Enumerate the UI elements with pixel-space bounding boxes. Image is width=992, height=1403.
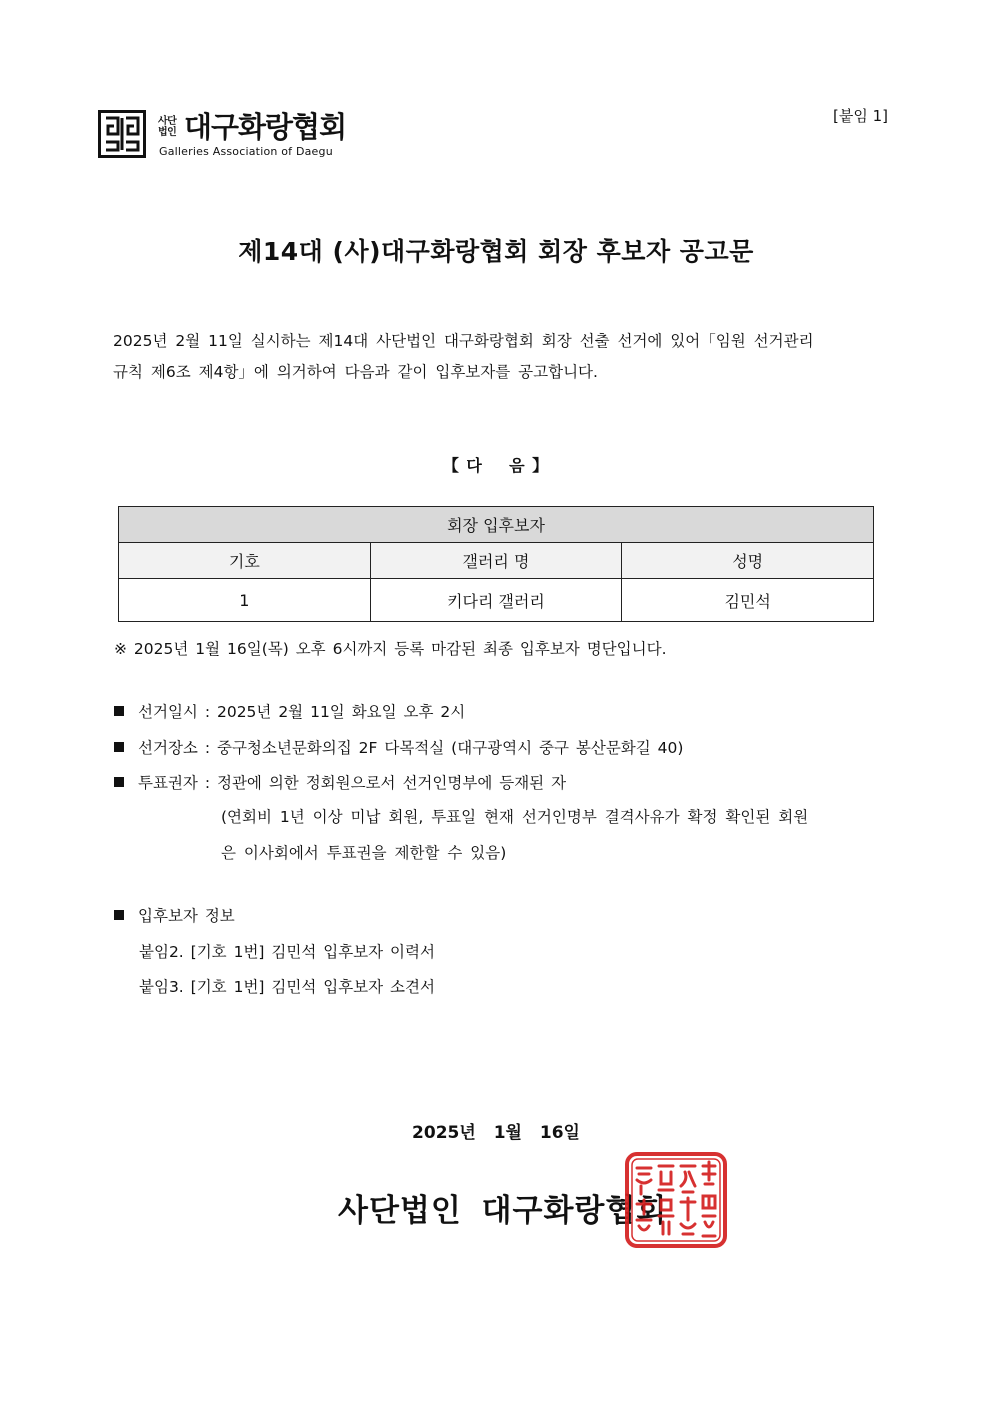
column-header-gallery: 갤러리 명 [370, 543, 622, 579]
cell-gallery: 키다리 갤러리 [370, 579, 622, 622]
organization-name: 사단법인 대구화랑협회 [338, 1193, 668, 1229]
voters-note-line-2: 은 이사회에서 투표권을 제한할 수 있음) [221, 844, 507, 862]
table-caption: 회장 입후보자 [119, 507, 874, 543]
election-place-item [114, 736, 683, 758]
election-date: 선거일시 : 2025년 2월 11일 화요일 오후 2시 [138, 703, 466, 721]
election-date-item [114, 700, 465, 722]
logo-small-line2: 법인 [158, 127, 177, 138]
table-row [119, 579, 874, 622]
document-date: 2025년 1월 16일 [412, 1123, 580, 1143]
voters-text: 투표권자 : 정관에 의한 정회원으로서 선거인명부에 등재된 자 [138, 774, 567, 792]
document-title: 제14대 (사)대구화랑협회 회장 후보자 공고문 [238, 237, 754, 266]
bullet-square-icon [114, 910, 124, 920]
candidate-info-heading-item [114, 904, 235, 926]
column-header-number: 기호 [119, 543, 371, 579]
table-note: ※ 2025년 1월 16일(목) 오후 6시까지 등록 마감된 최종 입후보자 명단입니다. [114, 640, 667, 658]
section-heading: 【 다 음 】 [442, 456, 550, 475]
cell-name: 김민석 [622, 579, 874, 622]
candidate-table [118, 506, 874, 622]
bullet-square-icon [114, 777, 124, 787]
attachment-item-3: 붙임3. [기호 1번] 김민석 입후보자 소견서 [139, 978, 435, 996]
official-seal-icon [623, 1150, 729, 1250]
candidate-info-heading: 입후보자 정보 [138, 907, 235, 925]
logo-small-text [158, 116, 176, 138]
attachment-item-2: 붙임2. [기호 1번] 김민석 입후보자 이력서 [139, 943, 435, 961]
cell-number: 1 [119, 579, 371, 622]
voters-item [114, 771, 566, 793]
intro-paragraph [113, 326, 883, 388]
logo-name: 대구화랑협회 [184, 110, 347, 144]
intro-line-1: 2025년 2월 11일 실시하는 제14대 사단법인 대구화랑협회 회장 선출 선거에 있어「임원 선거관리 [113, 332, 814, 350]
column-header-name: 성명 [622, 543, 874, 579]
logo-english-name: Galleries Association of Daegu [159, 145, 333, 158]
bullet-square-icon [114, 706, 124, 716]
voters-note-line-1: (연회비 1년 이상 미납 회원, 투표일 현재 선거인명부 결격사유가 확정 확인된 회원 [221, 808, 809, 826]
voters-note [221, 799, 871, 871]
election-place: 선거장소 : 중구청소년문화의집 2F 다목적실 (대구광역시 중구 봉산문화길 40) [138, 739, 684, 757]
bullet-square-icon [114, 742, 124, 752]
logo-mark-icon [98, 110, 146, 158]
association-logo [98, 110, 347, 160]
intro-line-2: 규칙 제6조 제4항」에 의거하여 다음과 같이 입후보자를 공고합니다. [113, 363, 598, 381]
attachment-label: [붙임 1] [833, 107, 888, 125]
logo-small-line1: 사단 [158, 116, 177, 127]
